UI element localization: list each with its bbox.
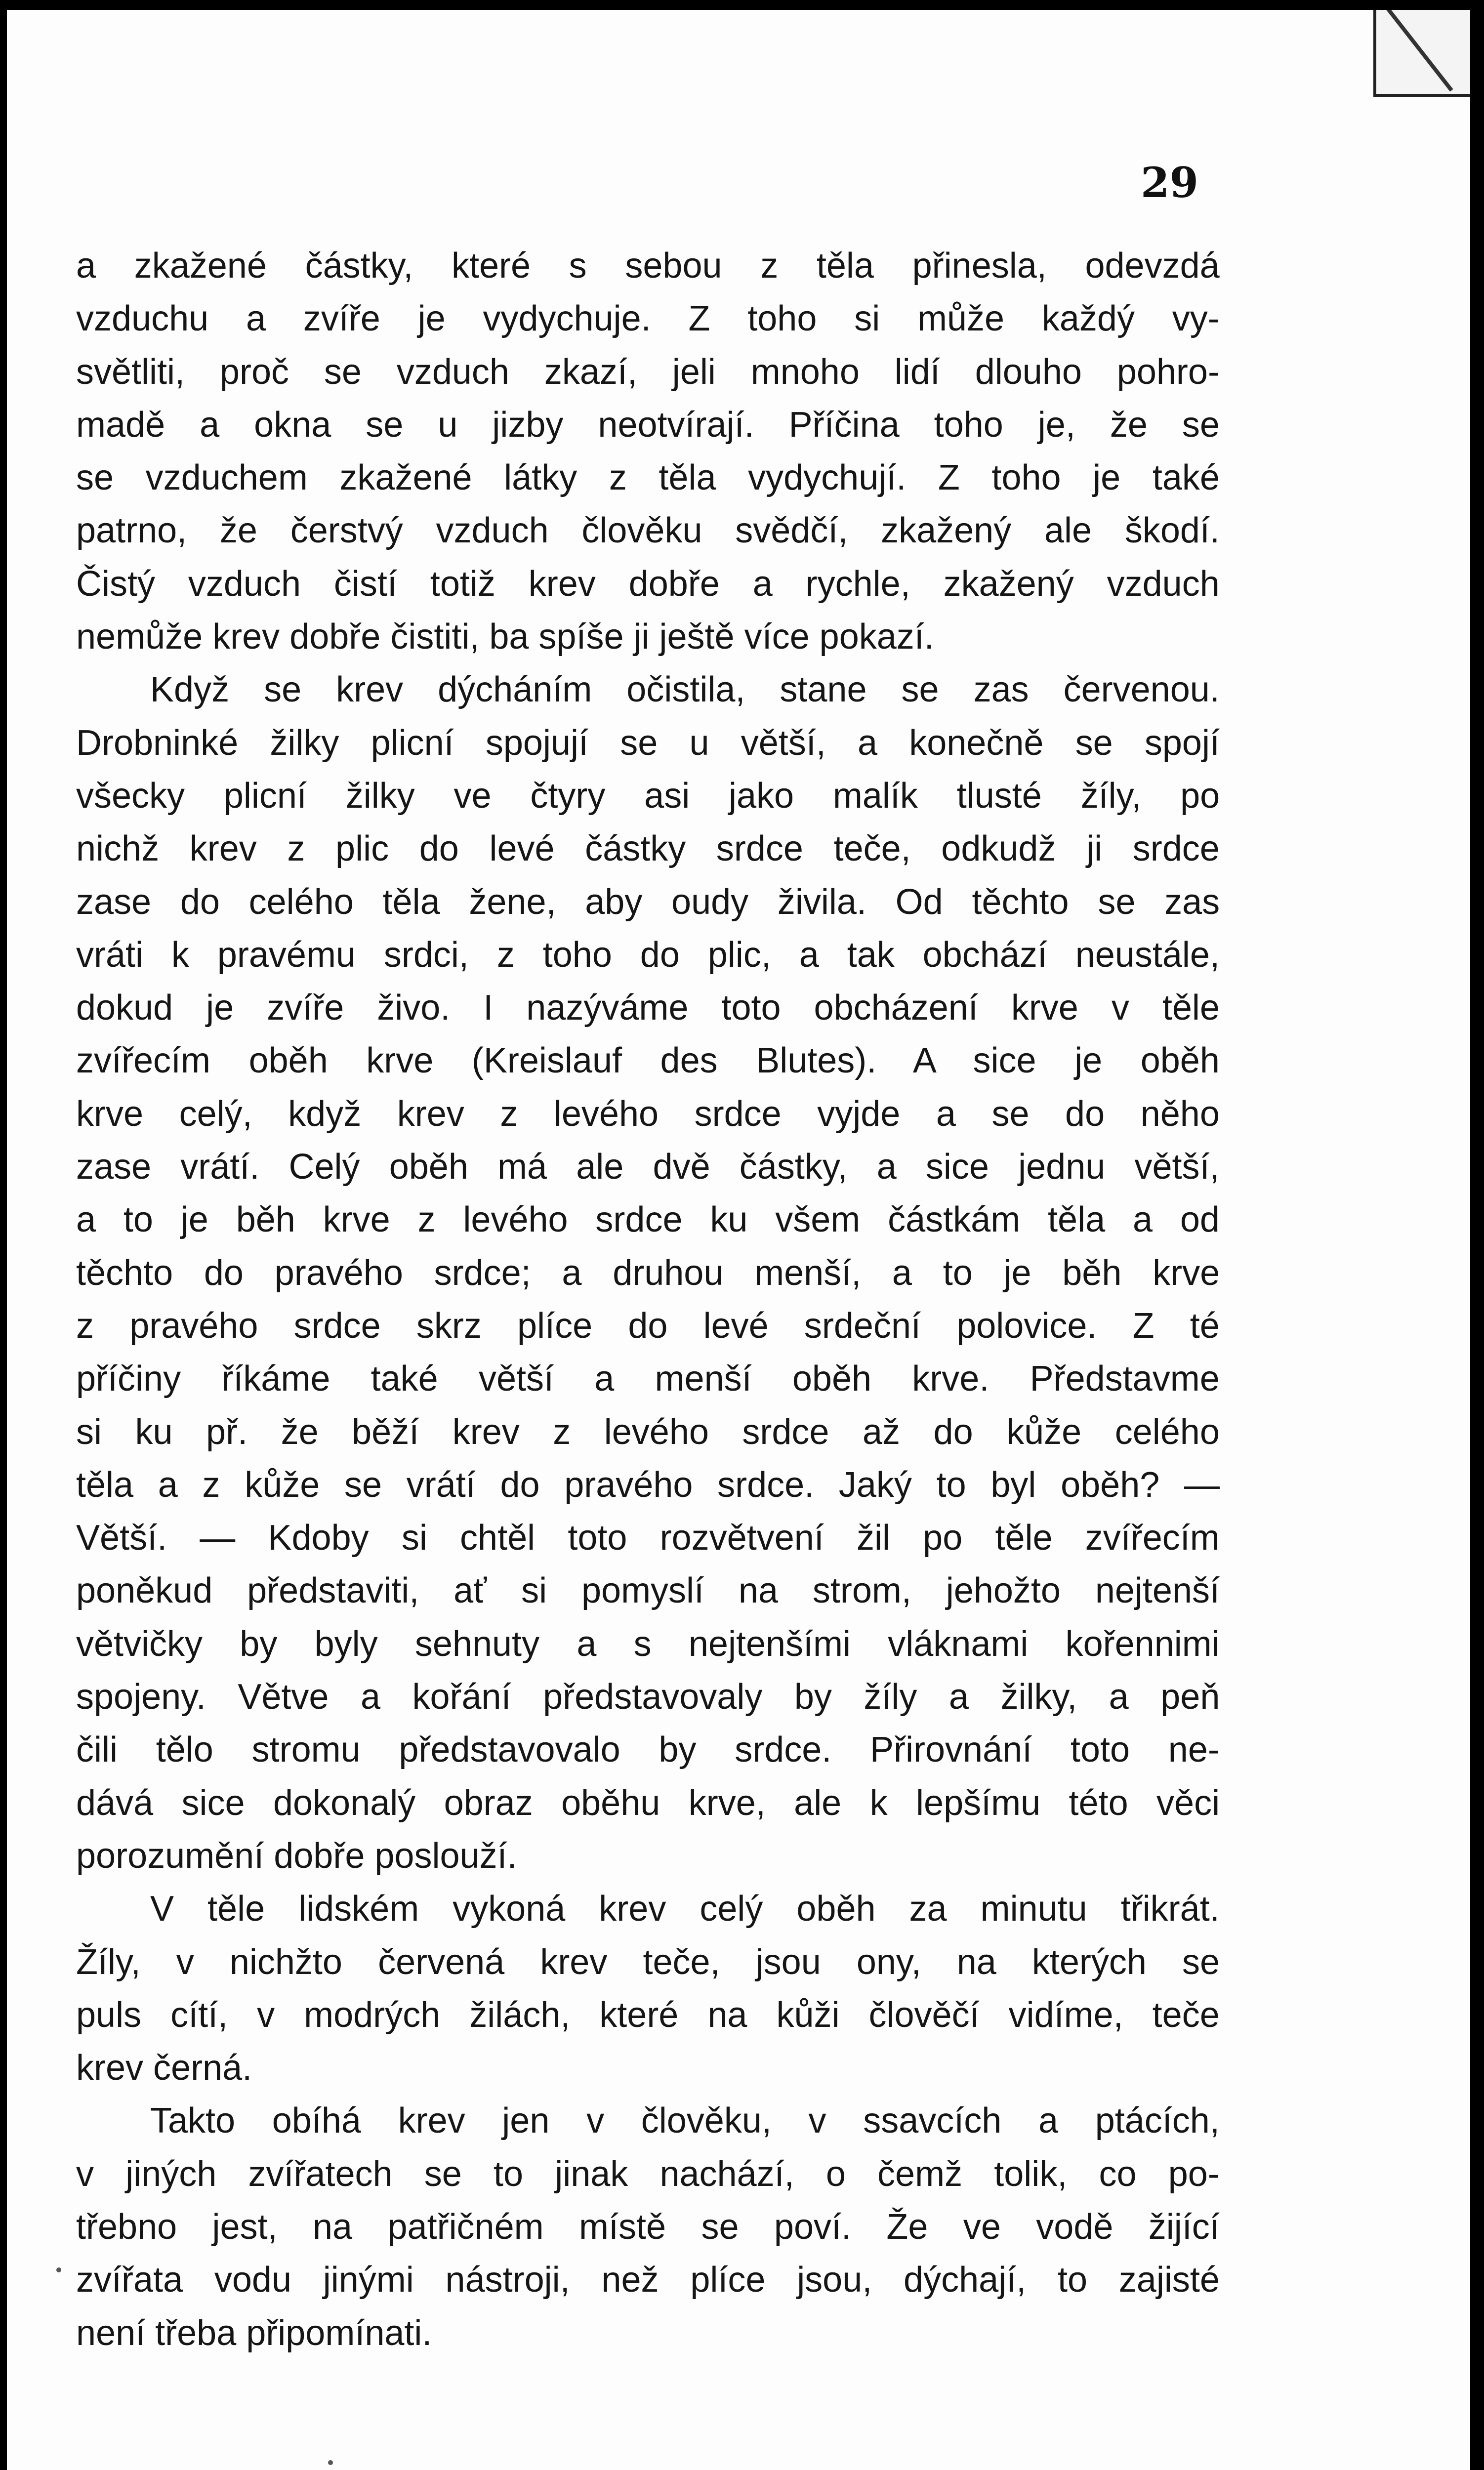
text-line: zvířecím oběh krve (Kreislauf des Blutes). A sice je oběh [76, 1041, 1220, 1081]
text-line: Větší. — Kdoby si chtěl toto rozvětvení žil po těle zvířecím [76, 1518, 1220, 1558]
text-line: těchto do pravého srdce; a druhou menší, a to je běh krve [76, 1253, 1220, 1293]
body-text [76, 240, 1220, 2360]
text-line: z pravého srdce skrz plíce do levé srdeční polovice. Z té [76, 1306, 1220, 1346]
text-line: nemůže krev dobře čistiti, ba spíše ji ještě více pokazí. [76, 617, 934, 657]
text-line: vráti k pravému srdci, z toho do plic, a tak obchází neustále, [76, 935, 1220, 975]
text-line: dává sice dokonalý obraz oběhu krve, ale k lepšímu této věci [76, 1783, 1220, 1823]
text-line: puls cítí, v modrých žilách, které na kůži člověčí vidíme, teče [76, 1995, 1220, 2035]
text-line: světliti, proč se vzduch zkazí, jeli mnoho lidí dlouho pohro- [76, 352, 1220, 392]
text-line: větvičky by byly sehnuty a s nejtenšími vláknami kořennimi [76, 1624, 1220, 1664]
text-line: krve celý, když krev z levého srdce vyjde a se do něho [76, 1094, 1220, 1134]
text-line: Když se krev dýcháním očistila, stane se zas červenou. [150, 670, 1220, 710]
text-line: zase vrátí. Celý oběh má ale dvě částky, a sice jednu větší, [76, 1147, 1220, 1187]
text-line: nichž krev z plic do levé částky srdce teče, odkudž ji srdce [76, 829, 1220, 869]
text-line: se vzduchem zkažené látky z těla vydychují. Z toho je také [76, 458, 1220, 498]
text-line: v jiných zvířatech se to jinak nachází, o čemž tolik, co po- [76, 2154, 1220, 2194]
speck [56, 2267, 61, 2272]
text-line: V těle lidském vykoná krev celý oběh za minutu třikrát. [150, 1889, 1220, 1929]
text-line: spojeny. Větve a kořání představovaly by žíly a žilky, a peň [76, 1677, 1220, 1717]
text-line: dokud je zvíře živo. I nazýváme toto obcházení krve v těle [76, 988, 1220, 1028]
text-line: není třeba připomínati. [76, 2313, 432, 2353]
speck [328, 2460, 333, 2465]
text-line: Čistý vzduch čistí totiž krev dobře a rychle, zkažený vzduch [76, 564, 1220, 604]
text-line: zvířata vodu jinými nástroji, než plíce jsou, dýchají, to zajisté [76, 2260, 1220, 2300]
text-line: Drobninké žilky plicní spojují se u větší, a konečně se spojí [76, 723, 1220, 763]
text-line: třebno jest, na patřičném místě se poví. Že ve vodě žijící [76, 2207, 1220, 2247]
book-page [7, 10, 1470, 2470]
text-line: patrno, že čerstvý vzduch člověku svědčí, zkažený ale škodí. [76, 511, 1220, 551]
text-line: si ku př. že běží krev z levého srdce až do kůže celého [76, 1412, 1220, 1452]
text-line: porozumění dobře poslouží. [76, 1836, 517, 1876]
text-line: madě a okna se u jizby neotvírají. Příčina toho je, že se [76, 405, 1220, 445]
text-line: Takto obíhá krev jen v člověku, v ssavcích a ptácích, [150, 2101, 1220, 2141]
text-line: a zkažené částky, které s sebou z těla přinesla, odevzdá [76, 246, 1220, 286]
page-number: 29 [1141, 158, 1198, 207]
text-line: těla a z kůže se vrátí do pravého srdce. Jaký to byl oběh? — [76, 1465, 1220, 1505]
text-line: čili tělo stromu představovalo by srdce. Přirovnání toto ne- [76, 1730, 1220, 1770]
text-line: krev černá. [76, 2048, 252, 2088]
text-line: příčiny říkáme také větší a menší oběh krve. Představme [76, 1359, 1220, 1399]
text-line: a to je běh krve z levého srdce ku všem částkám těla a od [76, 1200, 1220, 1240]
text-line: Žíly, v nichžto červená krev teče, jsou ony, na kterých se [76, 1942, 1220, 1982]
text-line: všecky plicní žilky ve čtyry asi jako malík tlusté žíly, po [76, 776, 1220, 816]
page-corner-fold [1373, 10, 1470, 97]
text-line: zase do celého těla žene, aby oudy živila. Od těchto se zas [76, 882, 1220, 922]
text-line: vzduchu a zvíře je vydychuje. Z toho si může každý vy- [76, 299, 1220, 339]
text-line: poněkud představiti, ať si pomyslí na strom, jehožto nejtenší [76, 1571, 1220, 1611]
